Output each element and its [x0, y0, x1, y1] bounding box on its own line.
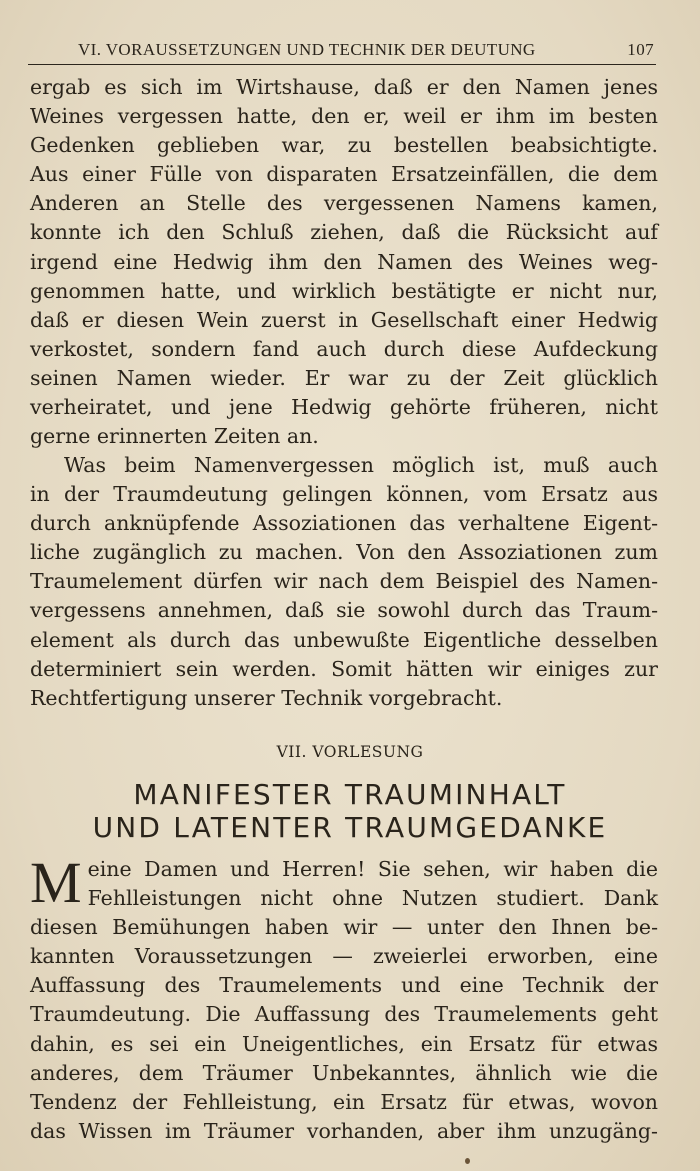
running-header: [28, 38, 656, 65]
text-line: diesen Bemühungen haben wir — unter den Ihnen be-: [30, 915, 658, 940]
text-line: vergessens annehmen, daß sie sowohl durch das Traum-: [30, 598, 658, 623]
text-line: element als durch das unbewußte Eigentliche desselben: [30, 627, 658, 652]
chapter-opening-paragraph: [30, 850, 658, 1146]
text-line: Tendenz der Fehlleistung, ein Ersatz für etwas, wovon: [30, 1089, 658, 1114]
text-line: verkostet, sondern fand auch durch diese Aufdeckung: [30, 336, 658, 361]
text-line: gerne erinnerten Zeiten an.: [30, 424, 319, 449]
text-line: Was beim Namenvergessen möglich ist, muß auch: [64, 453, 658, 477]
text-line: verheiratet, und jene Hedwig gehörte früheren, nicht: [30, 395, 658, 420]
text-line: Gedenken geblieben war, zu bestellen beabsichtigte.: [30, 133, 658, 158]
ink-speck: [465, 1158, 470, 1164]
text-line: Aus einer Fülle von disparaten Ersatzeinfällen, die dem: [30, 162, 658, 187]
text-line: Traumdeutung. Die Auffassung des Traumelements geht: [30, 1002, 658, 1027]
drop-cap: M: [30, 850, 82, 915]
text-line: konnte ich den Schluß ziehen, daß die Rücksicht auf: [30, 220, 658, 245]
text-line: Traumelement dürfen wir nach dem Beispiel des Namen-: [30, 569, 658, 594]
text-line: daß er diesen Wein zuerst in Gesellschaft einer Hedwig: [30, 307, 658, 332]
text-line: Auffassung des Traumelements und eine Technik der: [30, 973, 658, 998]
text-line: genommen hatte, und wirklich bestätigte er nicht nur,: [30, 278, 658, 303]
text-line: das Wissen im Träumer vorhanden, aber ihm unzugäng-: [30, 1118, 658, 1143]
text-line: durch anknüpfende Assoziationen das verhaltene Eigent-: [30, 511, 658, 536]
text-line: Weines vergessen hatte, den er, weil er ihm im besten: [30, 104, 658, 129]
text-line: ergab es sich im Wirtshause, daß er den Namen jenes: [30, 75, 658, 99]
text-line: irgend eine Hedwig ihm den Namen des Weines weg-: [30, 249, 658, 274]
text-line: kannten Voraussetzungen — zweierlei erworben, eine: [30, 944, 658, 969]
text-line: eine Damen und Herren! Sie sehen, wir haben die: [87, 857, 658, 881]
text-line: anderes, dem Träumer Unbekanntes, ähnlich wie die: [30, 1060, 658, 1085]
paragraph-2: [30, 451, 658, 713]
text-line: Rechtfertigung unserer Technik vorgebracht.: [30, 685, 503, 710]
text-line: seinen Namen wieder. Er war zu der Zeit glücklich: [30, 365, 658, 390]
text-line: dahin, es sei ein Uneigentliches, ein Ersatz für etwas: [30, 1031, 658, 1056]
text-line: Anderen an Stelle des vergessenen Namens kamen,: [30, 191, 658, 216]
text-line: in der Traumdeutung gelingen können, vom Ersatz aus: [30, 482, 658, 507]
chapter-label: VII. VORLESUNG: [276, 743, 424, 761]
chapter-title-line-2: UND LATENTER TRAUMGEDANKE: [92, 811, 608, 844]
chapter-title-line-1: MANIFESTER TRAUMINHALT: [133, 778, 567, 811]
page-number: 107: [627, 40, 654, 59]
text-line: determiniert sein werden. Somit hätten wir einiges zur: [30, 656, 658, 681]
text-line: liche zugänglich zu machen. Von den Assoziationen zum: [30, 540, 658, 565]
text-line: Fehlleistungen nicht ohne Nutzen studiert. Dank: [87, 886, 658, 911]
paragraph-1: [30, 73, 658, 451]
running-title: VI. VORAUSSETZUNGEN UND TECHNIK DER DEUTUNG: [78, 40, 536, 59]
